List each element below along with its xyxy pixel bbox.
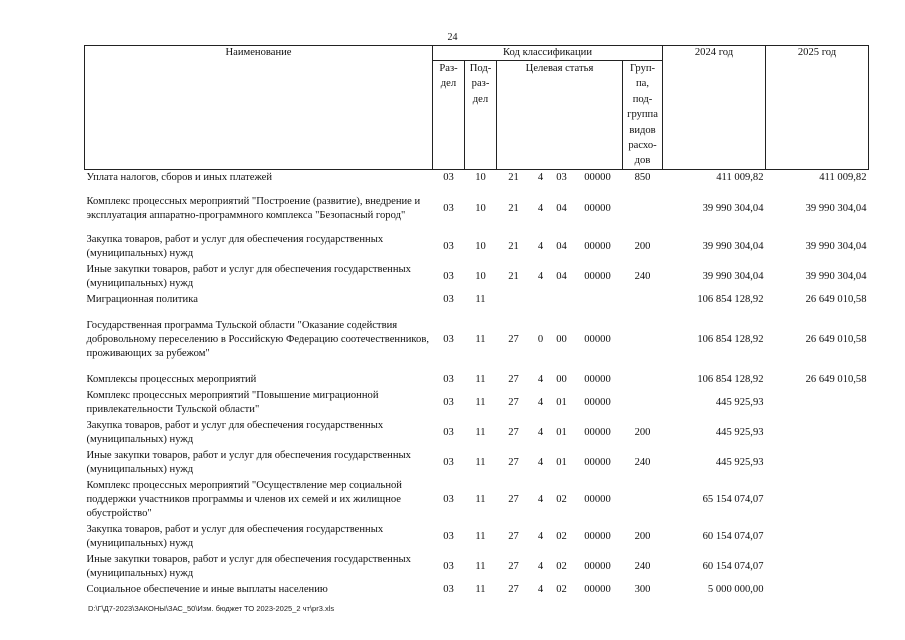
row-name: Иные закупки товаров, работ и услуг для обеспечения государственных (муниципальных) нужд	[86, 263, 411, 289]
cell-pr: 11	[475, 333, 486, 345]
cell-y2024: 445 925,93	[715, 396, 764, 408]
cell-rz: 03	[443, 396, 454, 408]
header-year-2025: 2025 год	[766, 46, 869, 170]
cell-vr: 240	[634, 270, 651, 282]
row-name: Государственная программа Тульской области "Оказание содействия добровольному переселению в Российскую Федерацию соотечественников, проживающих за рубежом"	[86, 319, 429, 359]
cell-y2024: 60 154 074,07	[702, 560, 764, 572]
cell-vr: 200	[634, 426, 651, 438]
cell-rz: 03	[443, 202, 454, 214]
cell-y2024: 106 854 128,92	[697, 373, 764, 385]
cell-y2025: 26 649 010,58	[805, 373, 867, 385]
cell-cs3: 02	[556, 583, 567, 595]
cell-y2025: 39 990 304,04	[805, 270, 867, 282]
row-name: Иные закупки товаров, работ и услуг для обеспечения государственных (муниципальных) нужд	[86, 553, 411, 579]
row-name: Миграционная политика	[86, 293, 198, 305]
page-number: 24	[447, 32, 458, 43]
table-row	[85, 262, 869, 292]
cell-rz: 03	[443, 270, 454, 282]
cell-cs1: 27	[508, 583, 519, 595]
cell-y2024: 39 990 304,04	[702, 202, 764, 214]
cell-rz: 03	[443, 493, 454, 505]
cell-rz: 03	[443, 456, 454, 468]
table-row	[85, 372, 869, 388]
header-section: Раз- дел	[433, 61, 465, 170]
cell-cs4: 00000	[584, 530, 611, 542]
cell-vr	[623, 292, 663, 308]
cell-rz: 03	[443, 583, 454, 595]
cell-y2024: 60 154 074,07	[702, 530, 764, 542]
cell-vr	[623, 186, 663, 232]
cell-y2025	[766, 552, 869, 582]
cell-rz: 03	[443, 293, 454, 305]
cell-cs2: 4	[537, 270, 544, 282]
table-row	[85, 232, 869, 262]
cell-cs2: 4	[537, 560, 544, 572]
cell-vr	[623, 388, 663, 418]
cell-y2025	[766, 448, 869, 478]
cell-pr: 10	[475, 171, 486, 183]
header-name: Наименование	[85, 46, 433, 170]
cell-y2025: 26 649 010,58	[805, 333, 867, 345]
cell-y2025	[766, 418, 869, 448]
cell-y2025: 26 649 010,58	[805, 293, 867, 305]
header-expense-group: Груп- па, под- группа видов расхо- дов	[623, 61, 663, 170]
cell-y2025	[766, 522, 869, 552]
cell-y2024: 106 854 128,92	[697, 293, 764, 305]
table-row	[85, 169, 869, 186]
cell-cs4: 00000	[584, 333, 611, 345]
cell-y2024: 445 925,93	[715, 456, 764, 468]
cell-cs3: 02	[556, 560, 567, 572]
cell-cs1: 21	[508, 202, 519, 214]
cell-cs2: 4	[537, 530, 544, 542]
cell-cs3: 04	[556, 240, 567, 252]
cell-pr: 11	[475, 493, 486, 505]
cell-pr: 11	[475, 583, 486, 595]
cell-pr: 11	[475, 293, 486, 305]
cell-rz: 03	[443, 560, 454, 572]
cell-y2024: 5 000 000,00	[707, 583, 764, 595]
row-name: Комплекс процессных мероприятий "Повышение миграционной привлекательности Тульской области"	[86, 389, 379, 415]
table-row	[85, 552, 869, 582]
table-row	[85, 582, 869, 598]
cell-y2025: 411 009,82	[819, 171, 867, 183]
cell-cs4: 00000	[584, 171, 611, 183]
cell-y2025	[766, 478, 869, 522]
cell-y2024: 106 854 128,92	[697, 333, 764, 345]
cell-pr: 11	[475, 456, 486, 468]
cell-cs2: 4	[537, 240, 544, 252]
cell-cs1: 21	[508, 171, 519, 183]
cell-vr	[623, 372, 663, 388]
cell-cs3: 00	[556, 373, 567, 385]
cell-rz: 03	[443, 373, 454, 385]
cell-vr: 240	[634, 560, 651, 572]
cell-y2025: 39 990 304,04	[805, 202, 867, 214]
cell-y2024: 65 154 074,07	[702, 493, 764, 505]
cell-rz: 03	[443, 333, 454, 345]
cell-cs4: 00000	[584, 202, 611, 214]
cell-cs2: 4	[537, 171, 544, 183]
header-code-group: Код классификации	[433, 46, 663, 61]
cell-cs3: 01	[556, 396, 567, 408]
cell-cs2: 4	[537, 493, 544, 505]
cell-pr: 11	[475, 396, 486, 408]
cell-cs1: 27	[508, 493, 519, 505]
file-path-footer: D:\Г\Д7-2023\ЗАКОНЫ\ЗАС_50\Изм. бюджет ТО 2023-2025_2 чт\pr3.xls	[88, 604, 335, 613]
table-row	[85, 478, 869, 522]
cell-rz: 03	[443, 530, 454, 542]
cell-rz: 03	[443, 426, 454, 438]
cell-rz: 03	[443, 171, 454, 183]
cell-vr	[623, 478, 663, 522]
table-row	[85, 388, 869, 418]
cell-cs4: 00000	[584, 270, 611, 282]
cell-cs3: 01	[556, 426, 567, 438]
cell-y2024: 39 990 304,04	[702, 270, 764, 282]
cell-vr: 200	[634, 240, 651, 252]
cell-vr: 850	[634, 171, 651, 183]
cell-cs4: 00000	[584, 456, 611, 468]
row-name: Социальное обеспечение и иные выплаты населению	[86, 583, 328, 595]
cell-y2024: 411 009,82	[716, 171, 764, 183]
row-name: Комплексы процессных мероприятий	[86, 373, 257, 385]
cell-pr: 11	[475, 426, 486, 438]
cell-y2025	[766, 582, 869, 598]
cell-cs1: 27	[508, 373, 519, 385]
cell-cs1: 21	[508, 240, 519, 252]
header-year-2024: 2024 год	[663, 46, 766, 170]
cell-y2024: 39 990 304,04	[702, 240, 764, 252]
row-name: Закупка товаров, работ и услуг для обеспечения государственных (муниципальных) нужд	[86, 233, 384, 259]
row-name: Иные закупки товаров, работ и услуг для обеспечения государственных (муниципальных) нужд	[86, 449, 411, 475]
cell-cs4: 00000	[584, 426, 611, 438]
cell-pr: 10	[475, 270, 486, 282]
cell-cs3: 04	[556, 202, 567, 214]
cell-cs2: 4	[537, 396, 544, 408]
cell-cs4: 00000	[584, 373, 611, 385]
cell-cs2: 4	[537, 583, 544, 595]
table-row	[85, 308, 869, 372]
cell-cs1: 27	[508, 426, 519, 438]
cell-cs2: 4	[537, 202, 544, 214]
row-name: Комплекс процессных мероприятий "Осуществление мер социальной поддержки участников программы и членов их семей и их жилищное обустройство"	[86, 479, 402, 519]
cell-cs3: 04	[556, 270, 567, 282]
table-row	[85, 418, 869, 448]
cell-cs1: 27	[508, 530, 519, 542]
cell-vr	[623, 308, 663, 372]
header-subsection: Под- раз- дел	[465, 61, 497, 170]
header-target-article: Целевая статья	[497, 61, 623, 170]
cell-pr: 11	[475, 560, 486, 572]
cell-cs3: 01	[556, 456, 567, 468]
cell-cs4	[573, 292, 623, 308]
cell-cs2: 4	[537, 373, 544, 385]
table-row	[85, 448, 869, 478]
cell-cs1: 27	[508, 333, 519, 345]
cell-cs1: 27	[508, 456, 519, 468]
table-row	[85, 186, 869, 232]
cell-cs4: 00000	[584, 240, 611, 252]
cell-cs2	[531, 292, 551, 308]
row-name: Закупка товаров, работ и услуг для обеспечения государственных (муниципальных) нужд	[86, 419, 384, 445]
cell-vr: 200	[634, 530, 651, 542]
cell-y2025: 39 990 304,04	[805, 240, 867, 252]
cell-cs1: 27	[508, 396, 519, 408]
cell-pr: 11	[475, 530, 486, 542]
cell-rz: 03	[443, 240, 454, 252]
cell-cs3: 00	[556, 333, 567, 345]
cell-cs1: 27	[508, 560, 519, 572]
cell-cs1	[497, 292, 531, 308]
table-row	[85, 522, 869, 552]
cell-cs2: 4	[537, 456, 544, 468]
cell-vr: 300	[634, 583, 651, 595]
cell-cs2: 4	[537, 426, 544, 438]
cell-vr: 240	[634, 456, 651, 468]
table-body	[85, 169, 869, 598]
cell-cs1: 21	[508, 270, 519, 282]
cell-y2024: 445 925,93	[715, 426, 764, 438]
budget-table	[84, 45, 869, 598]
cell-cs3: 02	[556, 493, 567, 505]
cell-cs4: 00000	[584, 493, 611, 505]
cell-cs4: 00000	[584, 583, 611, 595]
cell-pr: 10	[475, 240, 486, 252]
cell-cs2: 0	[537, 333, 544, 345]
cell-pr: 11	[475, 373, 486, 385]
cell-cs4: 00000	[584, 560, 611, 572]
table-row	[85, 292, 869, 308]
cell-cs3: 03	[556, 171, 567, 183]
cell-y2025	[766, 388, 869, 418]
row-name: Комплекс процессных мероприятий "Построение (развитие), внедрение и эксплуатация аппаратно-программного комплекса "Безопасный город"	[86, 195, 421, 221]
cell-pr: 10	[475, 202, 486, 214]
cell-cs4: 00000	[584, 396, 611, 408]
cell-cs3: 02	[556, 530, 567, 542]
row-name: Уплата налогов, сборов и иных платежей	[86, 171, 273, 183]
cell-cs3	[551, 292, 573, 308]
row-name: Закупка товаров, работ и услуг для обеспечения государственных (муниципальных) нужд	[86, 523, 384, 549]
